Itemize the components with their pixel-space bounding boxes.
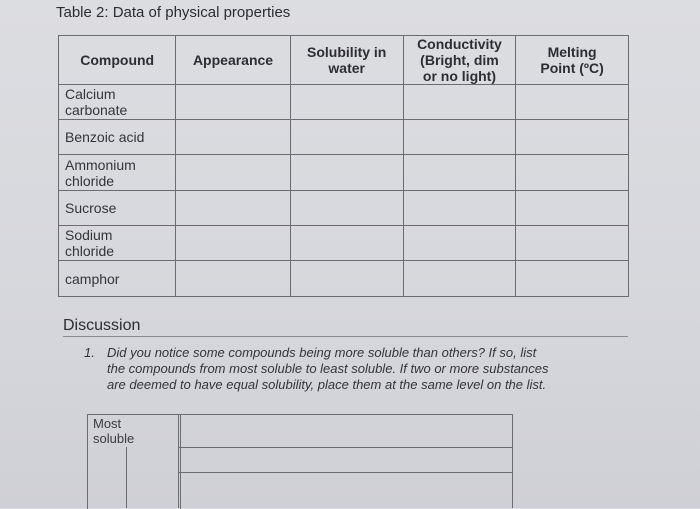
conductivity-cell[interactable] xyxy=(403,120,515,155)
melting-point-cell[interactable] xyxy=(516,85,629,120)
table-row xyxy=(59,155,629,191)
conductivity-cell[interactable] xyxy=(403,155,515,191)
conductivity-cell[interactable] xyxy=(403,261,515,297)
solubility-cell[interactable] xyxy=(290,226,403,261)
melting-point-cell[interactable] xyxy=(516,261,629,297)
appearance-cell[interactable] xyxy=(176,85,290,120)
question-line: Did you notice some compounds being more soluble than others? If so, list xyxy=(107,345,537,360)
conductivity-cell[interactable] xyxy=(403,85,515,120)
rank-divider xyxy=(126,447,127,508)
solubility-cell[interactable] xyxy=(290,85,403,120)
melting-point-cell[interactable] xyxy=(516,155,629,191)
table-row xyxy=(59,261,629,297)
table-title: Table 2: Data of physical properties xyxy=(56,4,291,21)
appearance-cell[interactable] xyxy=(176,120,290,155)
solubility-cell[interactable] xyxy=(290,120,403,155)
conductivity-cell[interactable] xyxy=(403,226,515,261)
compound-name: Calcium carbonate xyxy=(59,85,176,120)
rank-row-line xyxy=(179,414,512,415)
conductivity-cell[interactable] xyxy=(403,191,515,226)
physical-properties-table xyxy=(58,35,629,297)
header-solubility: Solubility in water xyxy=(290,36,403,85)
table-row xyxy=(59,120,629,155)
table-row xyxy=(59,85,629,120)
question-line: are deemed to have equal solubility, place them at the same level on the list. xyxy=(107,377,547,392)
solubility-cell[interactable] xyxy=(290,261,403,297)
header-melting-point: Melting Point (ºC) xyxy=(516,36,629,85)
header-compound: Compound xyxy=(59,36,176,85)
table-header-row xyxy=(59,36,629,85)
compound-name: camphor xyxy=(59,261,176,297)
header-appearance: Appearance xyxy=(176,36,290,85)
melting-point-cell[interactable] xyxy=(516,191,629,226)
header-conductivity: Conductivity (Bright, dim or no light) xyxy=(403,36,515,85)
table-row xyxy=(59,191,629,226)
compound-name: Benzoic acid xyxy=(59,120,176,155)
discussion-heading: Discussion xyxy=(63,317,628,337)
compound-name: Ammonium chloride xyxy=(59,155,176,191)
rank-label: Most soluble xyxy=(93,416,135,446)
solubility-cell[interactable] xyxy=(290,191,403,226)
solubility-ranking-table xyxy=(178,414,513,508)
question-line: the compounds from most soluble to least soluble. If two or more substances xyxy=(107,361,549,376)
compound-name: Sodium chloride xyxy=(59,226,176,261)
appearance-cell[interactable] xyxy=(176,226,290,261)
solubility-cell[interactable] xyxy=(290,155,403,191)
compound-name: Sucrose xyxy=(59,191,176,226)
appearance-cell[interactable] xyxy=(176,191,290,226)
melting-point-cell[interactable] xyxy=(516,120,629,155)
appearance-cell[interactable] xyxy=(176,261,290,297)
melting-point-cell[interactable] xyxy=(516,226,629,261)
question-number: 1. xyxy=(84,345,95,360)
appearance-cell[interactable] xyxy=(176,155,290,191)
rank-row-line xyxy=(179,447,512,448)
discussion-question xyxy=(84,345,629,393)
rank-row-line xyxy=(179,472,512,473)
table-row xyxy=(59,226,629,261)
